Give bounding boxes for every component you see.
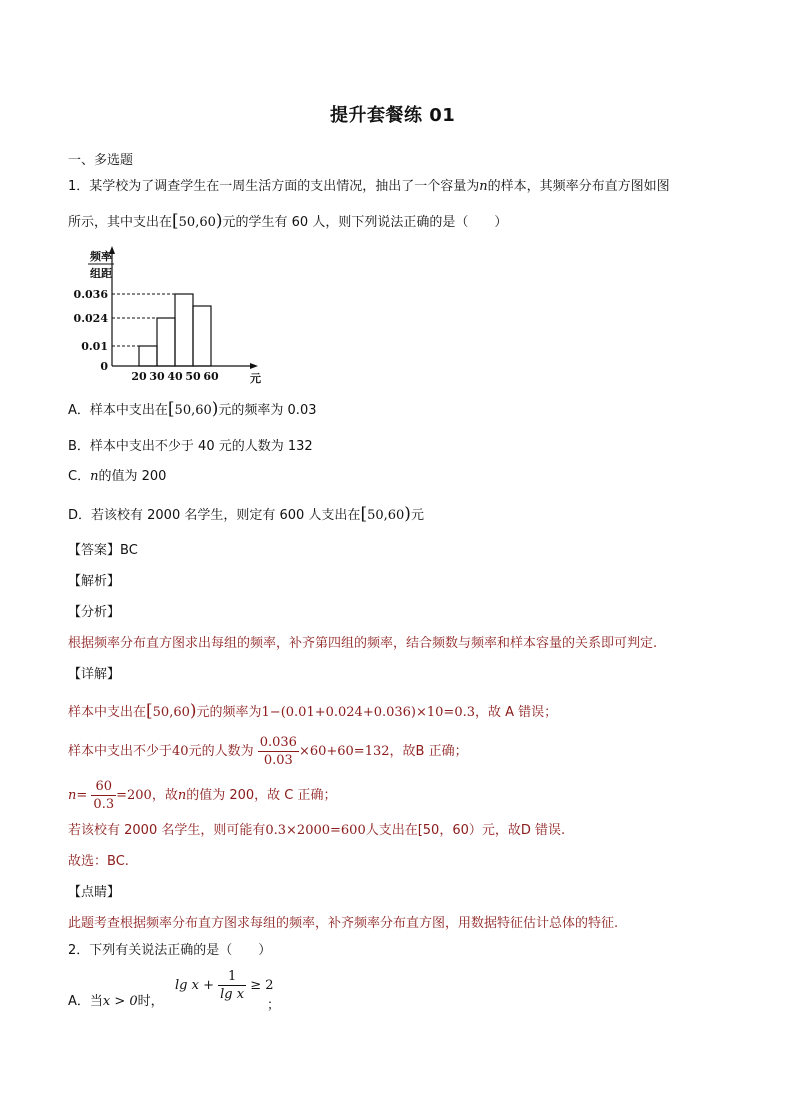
choose-line: 故选：BC. <box>68 854 129 869</box>
y-tick-label: 0 <box>100 360 108 373</box>
fraction-1-over-lgx: $\frac{1}{\text{lg x}}$ <box>220 969 245 1002</box>
fenxi-text: 根据频率分布直方图求出每组的频率，补齐第四组的频率，结合频数与频率和样本容量的关系即可判定. <box>68 636 658 651</box>
fraction-0036-over-003: $\frac{0.036}{0.03}$ <box>259 735 297 768</box>
x-tick-label: 30 <box>149 370 165 383</box>
option-a: A．样本中支出在[50,60)元的频率为 0.03 <box>68 399 317 419</box>
x-tick-label: 40 <box>167 370 183 383</box>
histogram-bar <box>139 346 157 366</box>
q2-line: 2．下列有关说法正确的是（ ） <box>68 943 272 958</box>
dianjing-heading: 【点睛】 <box>68 885 121 900</box>
detail-line-4: 若该校有 2000 名学生，则可能有0.3×2000=600人支出在[50，60）元，故D 错误. <box>68 823 566 838</box>
x-axis-arrow <box>250 363 258 369</box>
q1-line1: 1．某学校为了调查学生在一周生活方面的支出情况，抽出了一个容量为n的样本，其频率分布直方图如图 <box>68 179 670 194</box>
histogram-marks <box>74 246 261 384</box>
histogram-bar <box>175 294 193 366</box>
option-d: D．若该校有 2000 名学生，则定有 600 人支出在[50,60)元 <box>68 504 424 524</box>
analysis-heading: 【解析】 <box>68 574 121 589</box>
page-title: 提升套餐练 01 <box>330 105 456 126</box>
q1-line2: 所示，其中支出在[50,60)元的学生有 60 人，则下列说法正确的是（ ） <box>68 211 508 231</box>
x-tick-label: 20 <box>131 370 147 383</box>
x-tick-label: 60 <box>203 370 219 383</box>
option-c: C．n的值为 200 <box>68 469 167 484</box>
section-heading: 一、多选题 <box>68 153 134 168</box>
y-tick-label: 0.024 <box>74 312 108 325</box>
detail-line-1: 样本中支出在[50,60)元的频率为1−(0.01+0.024+0.036)×10=0.3，故 A 错误； <box>68 701 558 721</box>
detail-line-2: 样本中支出不少于40元的人数为 $\frac{0.036}{0.03}$ ×60+60=132，故B 正确； <box>68 735 468 768</box>
answer-line: 【答案】BC <box>68 543 138 558</box>
detail-heading: 【详解】 <box>68 667 121 682</box>
y-tick-label: 0.01 <box>81 340 108 353</box>
histogram-bar <box>157 318 175 366</box>
frequency-histogram <box>74 244 264 384</box>
q2-semicolon: ； <box>267 998 281 1013</box>
y-axis-label-bottom: 组距 <box>90 267 112 280</box>
x-tick-label: 50 <box>185 370 201 383</box>
option-b: B．样本中支出不少于 40 元的人数为 132 <box>68 439 313 454</box>
y-axis-label-top: 频率 <box>90 250 112 263</box>
detail-line-3: n= $\frac{60}{0.3}$ =200，故n的值为 200，故 C 正确； <box>68 779 337 812</box>
histogram-bar <box>193 306 211 366</box>
dianjing-text: 此题考查根据频率分布直方图求每组的频率，补齐频率分布直方图，用数据特征估计总体的特征. <box>68 916 619 931</box>
fraction-60-over-03: $\frac{60}{0.3}$ <box>93 779 115 812</box>
x-axis-label: 元 <box>250 372 261 384</box>
q2-option-a: A．当x > 0时， <box>68 994 164 1009</box>
fenxi-heading: 【分析】 <box>68 605 121 620</box>
q2-formula: lg x + $\frac{1}{\text{lg x}}$ ≥ 2 <box>175 969 274 1002</box>
y-tick-label: 0.036 <box>74 288 108 301</box>
